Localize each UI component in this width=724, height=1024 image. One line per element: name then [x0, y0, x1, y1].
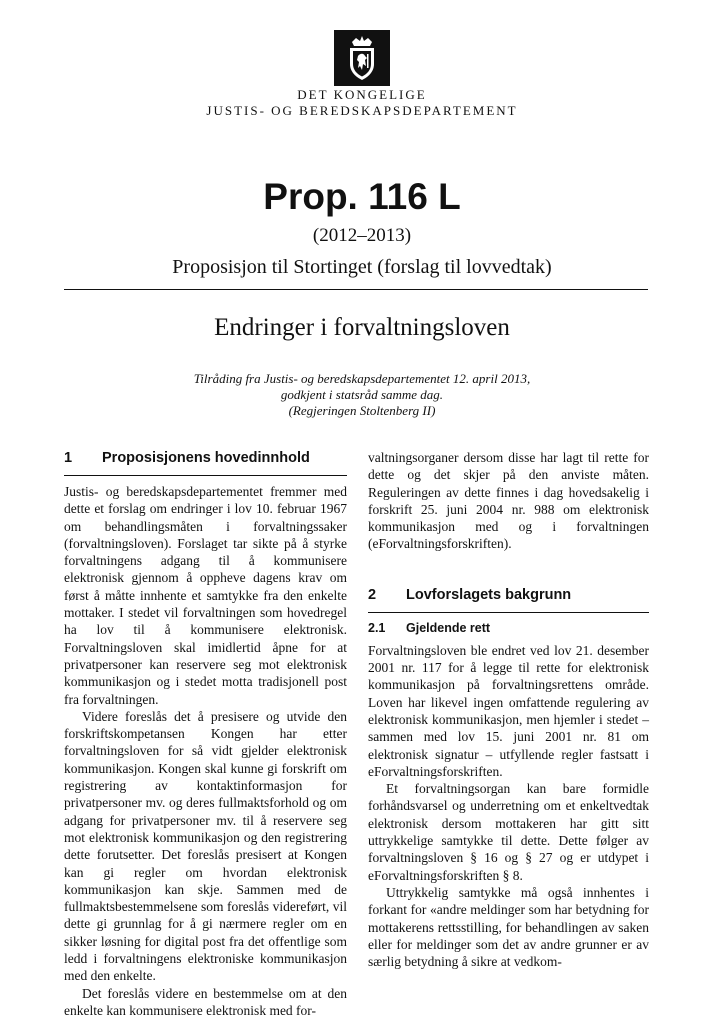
section-number: 1 [64, 450, 73, 466]
submission-line-2: godkjent i statsråd samme dag. [280, 387, 444, 402]
right-column [368, 449, 649, 970]
submission-note [0, 371, 724, 419]
paragraph-continued: valtningsorganer dersom disse har lagt til rette for dette og det skjer på den anviste måten. Reguleringen av dette finnes i dag hovedsakelig i forskrift 25. juni 2004 nr. 988 om elektronisk kommunikasjon med og i forvaltningen (eForvaltningsforskriften). [368, 450, 649, 552]
paragraph: Et forvaltningsorgan kan bare formidle forhåndsvarsel og underretning om et enkeltvedtak elektronisk dersom mottakeren har gitt sitt uttrykkelige samtykke til dette. Dette følger av forvaltningsloven § 16 og § 27 og er utdypet i eForvaltningsforskriften § 8. [368, 781, 649, 883]
section-1-heading [64, 449, 347, 467]
department-name-line-2: JUSTIS- OG BEREDSKAPSDEPARTEMENT [206, 103, 518, 118]
paragraph: Forvaltningsloven ble endret ved lov 21. desember 2001 nr. 117 for å legge til rette for elektronisk kommunikasjon på forvaltningsrettens område. Loven har likevel ingen omfattende regulering av elektronisk kommunikasjon, men hjemler i stedet – sammen med lov 15. juni 2001 nr. 81 om elektronisk signatur – utfyllende regler fastsatt i eForvaltningsforskriften. [368, 642, 649, 779]
department-name-line-1: DET KONGELIGE [297, 87, 427, 102]
paragraph: Det foreslås videre en bestemmelse om at den enkelte kan kommunisere elektronisk med for- [64, 985, 347, 1018]
paragraph: Videre foreslås det å presisere og utvide den forskriftskompetansen Kongen har etter forvaltningsloven for så vidt gjelder elektronisk kommunikasjon. Kongen skal kunne gi forskrift om registrering av kontaktinformasjon for privatpersoner mv. og deres fullmaktsforhold og om adgang for privatpersoner mv. til å reservere seg mot elektronisk kommunikasjon og den registrering dette forutsetter. Det foreslås presisert at Kongen kan gi regler om hvordan elektronisk kommunikasjon kan skje. Sammen med de fullmaktsbestemmelsene som foreslås videreført, vil dette gi grunnlag for å gi nærmere regler om en sikker løsning for digital post fra det offentlige som ledd i forvaltningens elektroniske kommunikasjon med den enkelte. [64, 708, 347, 984]
paragraph: Uttrykkelig samtykke må også innhentes i forkant for «andre meldinger som har betydning for mottakerens rettsstilling, for behandlingen av saken eller for meldinger som det av andre grunner er av særlig betydning å sikre at vedkom- [368, 884, 649, 970]
paragraph: Justis- og beredskapsdepartementet fremmer med dette et forslag om endringer i lov 10. februar 1967 om behandlingsmåten i forvaltningssaker (forvaltningsloven). Forslaget tar sikte på å styrke forvaltningens adgang til å kommunisere elektronisk gjennom å oppheve dagens krav om først å måtte innhente et samtykke fra den enkelte mottaker. I stedet vil forvaltningen som hovedregel ha lov til å kommunisere elektronisk. Forvaltningsloven skal imidlertid åpne for at privatpersoner kan reservere seg mot elektronisk kommunikasjon og i stedet motta tradisjonell post fra forvaltningen. [64, 484, 347, 707]
left-column [64, 449, 347, 1019]
section-number: 2 [368, 586, 377, 603]
section-title: Lovforslagets bakgrunn [406, 586, 572, 603]
submission-line-3: (Regjeringen Stoltenberg II) [288, 403, 436, 418]
subsection-number: 2.1 [368, 620, 386, 635]
subsection-2-1-heading [368, 620, 649, 636]
session-years: (2012–2013) [312, 225, 412, 246]
norwegian-coat-of-arms-icon [334, 30, 390, 86]
section-heading-rule [64, 475, 347, 476]
submission-line-1: Tilråding fra Justis- og beredskapsdepartementet 12. april 2013, [193, 371, 531, 386]
proposition-type: Proposisjon til Stortinget (forslag til lovvedtak) [172, 256, 552, 278]
subsection-title: Gjeldende rett [406, 620, 491, 635]
document-title: Endringer i forvaltningsloven [214, 314, 510, 341]
title-divider [64, 289, 648, 290]
proposition-number: Prop. 116 L [263, 176, 461, 217]
section-2-heading [368, 586, 649, 604]
section-heading-rule [368, 612, 649, 613]
section-title: Proposisjonens hovedinnhold [102, 450, 310, 466]
